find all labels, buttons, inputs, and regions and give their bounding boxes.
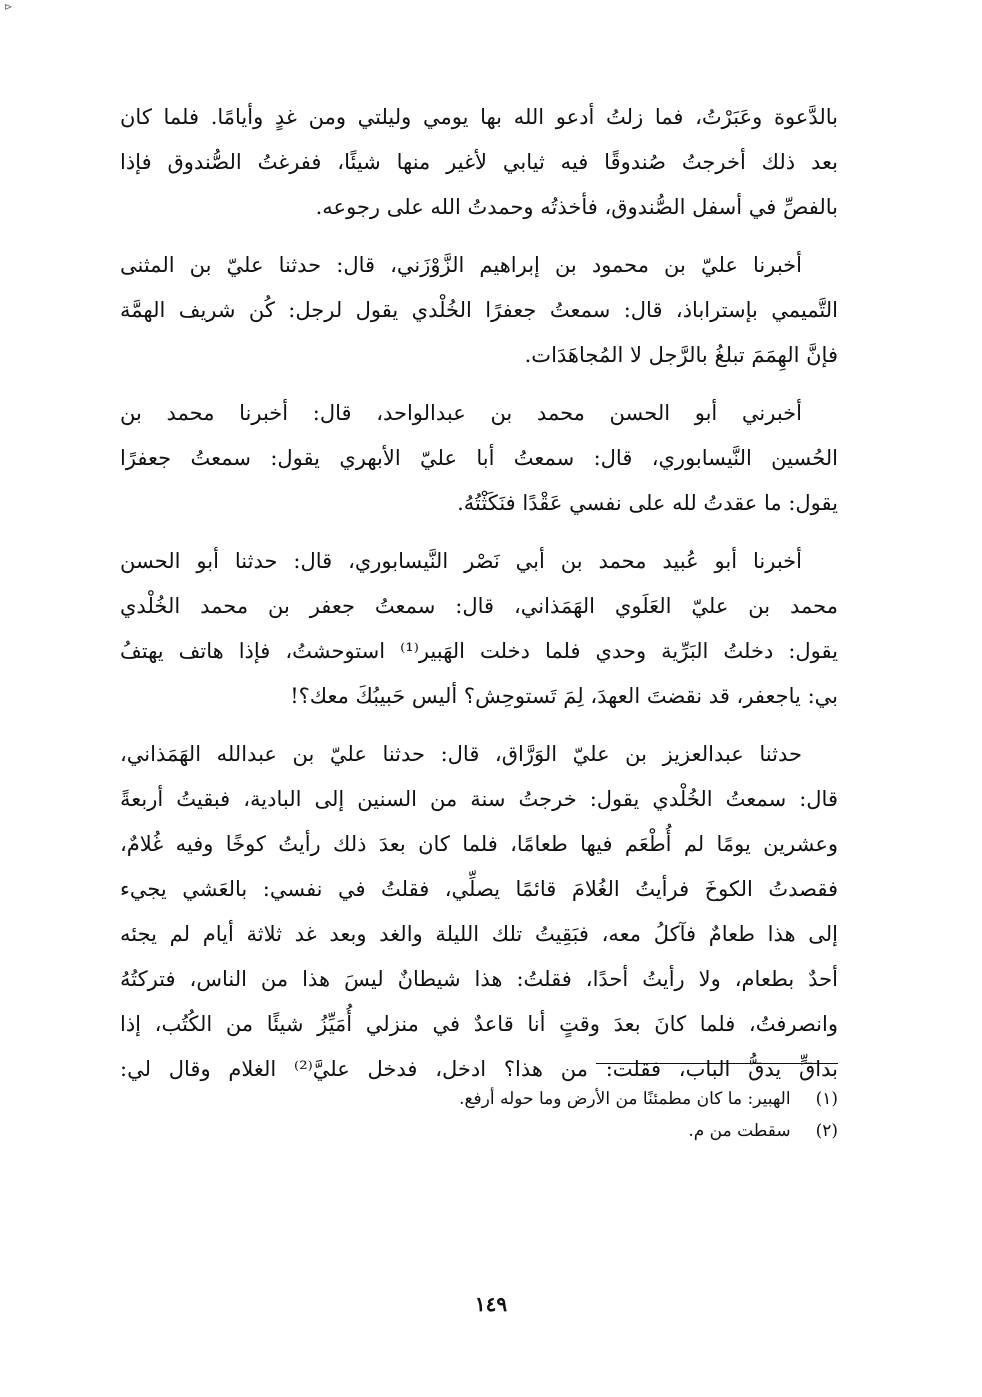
text-line: الحُسين النَّيسابوري، قال: سمعتُ أبا عليّ الأبهري يقول: سمعتُ جعفرًا	[120, 446, 838, 470]
text-line: أخبرنا أبو عُبيد محمد بن أبي نَصْر النَّيسابوري، قال: حدثنا أبو الحسن	[120, 549, 802, 573]
paragraph-1	[120, 95, 838, 230]
page-number: ١٤٩	[474, 1292, 508, 1316]
corner-mark: ⊳	[4, 2, 13, 13]
text-line: حدثنا عبدالعزيز بن عليّ الوَرَّاق، قال: حدثنا عليّ بن عبدالله الهَمَذاني،	[120, 742, 802, 766]
footnote-2	[400, 1115, 838, 1147]
text-line: بي: ياجعفر، قد نقضتَ العهدَ، لِمَ تَستوحِش؟ أليس حَبيبُكَ معك؟!	[290, 684, 838, 708]
footnote-divider	[596, 1063, 838, 1064]
text-line: محمد بن عليّ العَلَوي الهَمَذاني، قال: سمعتُ جعفر بن محمد الخُلْدي	[120, 594, 838, 618]
paragraph-4	[120, 539, 838, 719]
text-line: وعشرين يومًا لم أُطْعَم فيها طعامًا، فلما كان بعدَ ذلك رأيتُ كوخًا وفيه غُلامٌ،	[120, 832, 838, 856]
body-text	[120, 95, 838, 1092]
footnote-number: (١)	[815, 1089, 838, 1109]
text-line: أخبرني أبو الحسن محمد بن عبدالواحد، قال: أخبرنا محمد بن	[120, 401, 802, 425]
text-line: أخبرنا عليّ بن محمود بن إبراهيم الزَّوْزَني، قال: حدثنا عليّ بن المثنى	[120, 253, 802, 277]
footnote-text: سقطت من م.	[688, 1121, 791, 1141]
text-line: أحدٌ بطعام، ولا رأيتُ أحدًا، فقلتُ: هذا شيطانٌ ليسَ هذا من الناس، فتركتُهُ	[120, 967, 838, 991]
text-line: بعد ذلك أخرجتُ صُندوقًا فيه ثيابي لأغير منها شيئًا، ففرغتُ الصُّندوق فإذا	[120, 150, 838, 174]
footnote-1	[400, 1083, 838, 1115]
paragraph-2	[120, 243, 838, 378]
footnote-number: (٢)	[815, 1121, 838, 1141]
text-line: فإنَّ الهِمَمَ تبلغُ بالرَّجل لا المُجاهَدَات.	[524, 343, 838, 367]
text-line: قال: سمعتُ الخُلْدي يقول: خرجتُ سنة من السنين إلى البادية، فبقيتُ أربعةً	[120, 787, 838, 811]
paragraph-5	[120, 732, 838, 1092]
text-line: بالدَّعوة وعَبَرْتُ، فما زلتُ أدعو الله بها يومي وليلتي ومن غدٍ وأيامًا. فلما كان	[120, 105, 838, 129]
text-line: بداقٍّ يدقُّ الباب، فقلت: من هذا؟ ادخل، فدخل عليَّ⁽²⁾ الغلام وقال لي:	[120, 1057, 838, 1081]
paragraph-3	[120, 391, 838, 526]
footnote-text: الهبير: ما كان مطمئنًا من الأرض وما حوله أرفع.	[459, 1089, 791, 1109]
text-line: وانصرفتُ، فلما كانَ بعدَ وقتٍ أنا قاعدٌ في منزلي أُمَيِّزُ شيئًا من الكُتُب، إذا	[120, 1012, 838, 1036]
text-line: يقول: دخلتُ البَرِّية وحدي فلما دخلت الهَبير⁽¹⁾ استوحشتُ، فإذا هاتف يهتفُ	[120, 639, 838, 663]
text-line: فقصدتُ الكوخَ فرأيتُ الغُلامَ قائمًا يصلِّي، فقلتُ في نفسي: بالعَشي يجيء	[120, 877, 838, 901]
text-line: بالفصِّ في أسفل الصُّندوق، فأخذتُه وحمدتُ الله على رجوعه.	[315, 195, 838, 219]
footnotes	[400, 1083, 838, 1147]
text-line: إلى هذا طعامٌ فآكلُ معه، فبَقِيتُ تلك الليلة والغد وبعد غد ثلاثة أيام لم يجئه	[120, 922, 838, 946]
text-line: التَّميمي بإستراباذ، قال: سمعتُ جعفرًا الخُلْدي يقول لرجل: كُن شريف الهمَّة	[120, 298, 838, 322]
text-line: يقول: ما عقدتُ لله على نفسي عَقْدًا فنَكَثْتُهُ.	[457, 491, 838, 515]
